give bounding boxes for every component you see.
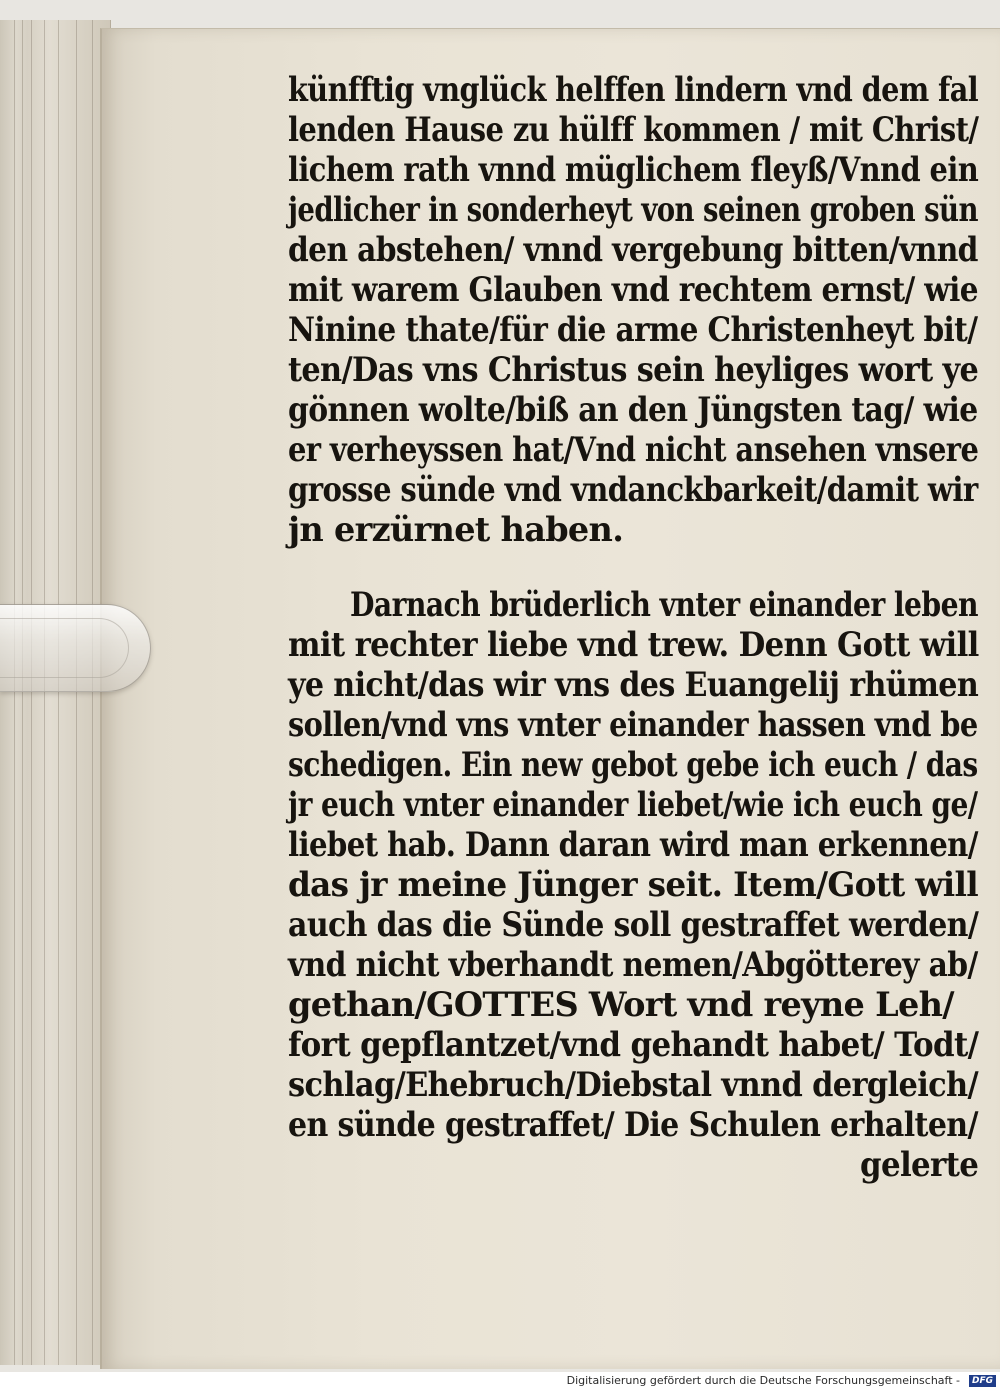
text-line: sollen/vnd vns vnter einander hassen vnd be: [288, 705, 978, 744]
text-line: lenden Hause zu hülff kommen / mit Christ/: [288, 110, 979, 149]
text-line: ye nicht/das wir vns des Euangelij rhümen: [288, 665, 979, 704]
left-page-edge: [0, 20, 111, 1365]
text-line: lichem rath vnnd müglichem fleyß/Vnnd ein: [288, 150, 979, 189]
text-line: ten/Das vns Christus sein heyliges wort ye: [288, 350, 979, 389]
text-line: mit warem Glauben vnd rechtem ernst/ wie: [288, 270, 978, 309]
text-line: grosse sünde vnd vndanckbarkeit/damit wir: [288, 470, 978, 509]
text-line: er verheyssen hat/Vnd nicht ansehen vnsere: [288, 430, 979, 469]
text-line: gethan/GOTTES Wort vnd reyne Leh/: [288, 985, 954, 1024]
text-line: jedlicher in sonderheyt von seinen groben sün: [288, 190, 978, 229]
text-line: Darnach brüderlich vnter einander leben: [350, 585, 978, 624]
text-line: vnd nicht vberhandt nemen/Abgötterey ab/: [288, 945, 978, 984]
text-line: en sünde gestraffet/ Die Schulen erhalten/: [288, 1105, 978, 1144]
text-line: mit rechter liebe vnd trew. Denn Gott will: [288, 625, 979, 664]
text-line: auch das die Sünde soll gestraffet werden/: [288, 905, 979, 944]
text-line: Ninine thate/für die arme Christenheyt bit/: [288, 310, 978, 349]
text-line: den abstehen/ vnnd vergebung bitten/vnnd: [288, 230, 978, 269]
text-line: gönnen wolte/biß an den Jüngsten tag/ wie: [288, 390, 978, 429]
text-line: jr euch vnter einander liebet/wie ich euch ge/: [288, 785, 978, 824]
text-line: das jr meine Jünger seit. Item/Gott will: [288, 865, 978, 904]
catchword: gelerte: [860, 1145, 979, 1184]
footer: [0, 1372, 1000, 1390]
text-line: liebet hab. Dann daran wird man erkennen/: [288, 825, 978, 864]
text-line: jn erzürnet haben.: [288, 510, 624, 549]
text-line: schedigen. Ein new gebot gebe ich euch / das: [288, 745, 978, 784]
dfg-logo: DFG: [969, 1375, 996, 1387]
text-line: künfftig vnglück helffen lindern vnd dem fal: [288, 70, 979, 109]
text-line: schlag/Ehebruch/Diebstal vnnd dergleich/: [288, 1065, 979, 1104]
text-line: fort gepflantzet/vnd gehandt habet/ Todt/: [288, 1025, 979, 1064]
book-clip-inner: [0, 618, 129, 678]
footer-credit: Digitalisierung gefördert durch die Deutsche Forschungsgemeinschaft -: [566, 1374, 960, 1387]
